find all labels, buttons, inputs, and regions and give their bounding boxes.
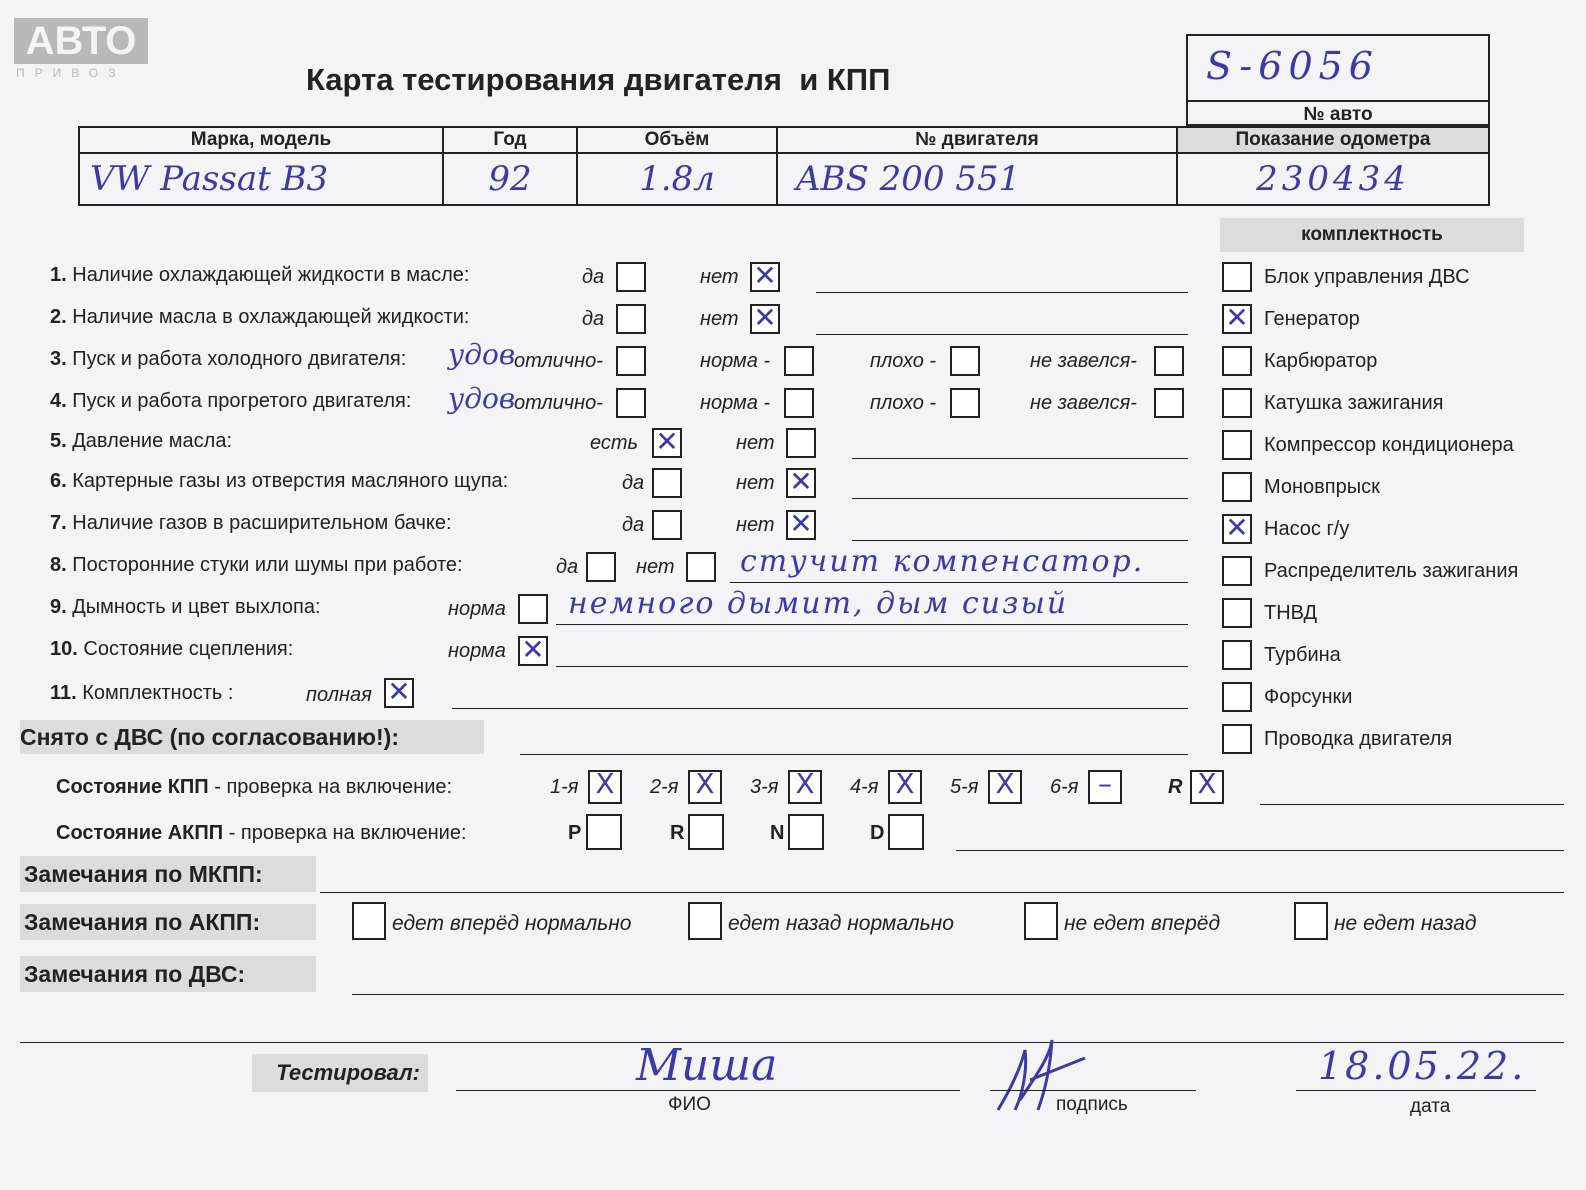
complect-title bbox=[1220, 218, 1524, 252]
q3-handwritten: удов bbox=[448, 338, 516, 371]
kpp-gear-2-checkbox[interactable] bbox=[688, 767, 722, 804]
opt-norma: норма bbox=[448, 598, 506, 620]
question-8 bbox=[50, 554, 463, 577]
opt-da: да bbox=[622, 514, 645, 536]
check-mark: ✕ bbox=[387, 675, 411, 708]
question-text: Наличие газов в расширительном бачке: bbox=[72, 512, 452, 534]
complect-label-7: Распределитель зажигания bbox=[1264, 560, 1519, 582]
akpp-back-ok-label: едет назад нормально bbox=[728, 912, 954, 935]
question-9 bbox=[50, 596, 321, 619]
q10-line bbox=[556, 666, 1188, 667]
check-mark: ✕ bbox=[789, 465, 813, 498]
kpp-gear-5-checkbox[interactable] bbox=[988, 767, 1022, 804]
vehicle-info-table bbox=[78, 126, 1490, 206]
opt-otlichno: отлично- bbox=[514, 392, 603, 414]
remarks-mkpp-text: Замечания по МКПП: bbox=[24, 861, 263, 887]
auto-number-label: № авто bbox=[1188, 100, 1488, 128]
check-mark: ✕ bbox=[789, 507, 813, 540]
q3-ploho-checkbox[interactable] bbox=[950, 346, 980, 376]
complect-label-0: Блок управления ДВС bbox=[1264, 266, 1470, 288]
kpp-label-rest: - проверка на включение: bbox=[208, 776, 453, 798]
opt-norma: норма - bbox=[700, 350, 771, 372]
q9-norma-checkbox[interactable] bbox=[518, 594, 548, 624]
complect-checkbox-0[interactable] bbox=[1222, 262, 1252, 292]
question-5 bbox=[50, 430, 232, 453]
auto-number-value: S-6056 bbox=[1206, 44, 1379, 88]
value-year: 92 bbox=[443, 153, 577, 205]
q1-line bbox=[816, 292, 1188, 293]
complect-title-text: комплектность bbox=[1301, 224, 1443, 245]
question-text: Наличие масла в охлаждающей жидкости: bbox=[72, 306, 470, 328]
question-num: 5. bbox=[50, 430, 67, 452]
akpp-mode-label: P bbox=[568, 822, 582, 844]
question-num: 8. bbox=[50, 554, 67, 576]
complect-label-4: Компрессор кондиционера bbox=[1264, 434, 1514, 456]
question-num: 9. bbox=[50, 596, 67, 618]
kpp-gear-3-checkbox[interactable] bbox=[788, 767, 822, 804]
akpp-mode-label: N bbox=[770, 822, 785, 844]
remarks-dvs-text: Замечания по ДВС: bbox=[24, 961, 246, 987]
col-model: Марка, модель bbox=[79, 127, 443, 153]
opt-da: да bbox=[622, 472, 645, 494]
value-model: VW Passat B3 bbox=[79, 153, 443, 205]
question-text: Картерные газы из отверстия масляного щупа: bbox=[72, 470, 509, 492]
q9-handwritten: немного дымит, дым сизый bbox=[568, 586, 1069, 621]
fio-line bbox=[456, 1090, 960, 1091]
kpp-gear-label: 4-я bbox=[850, 776, 879, 798]
akpp-no-back-checkbox[interactable] bbox=[1294, 902, 1328, 940]
tester-name-handwritten: Миша bbox=[636, 1040, 778, 1091]
question-text: Наличие охлаждающей жидкости в масле: bbox=[72, 264, 470, 286]
opt-da: да bbox=[582, 266, 605, 288]
q11-polnaya-checkbox[interactable] bbox=[384, 675, 414, 708]
removed-label bbox=[20, 720, 484, 754]
question-num: 11. bbox=[50, 682, 77, 704]
question-text: Пуск и работа холодного двигателя: bbox=[72, 348, 407, 370]
q3-ne-zavelsya-checkbox[interactable] bbox=[1154, 346, 1184, 376]
question-2 bbox=[50, 306, 470, 329]
question-text: Пуск и работа прогретого двигателя: bbox=[72, 390, 412, 412]
kpp-gear-label: 6-я bbox=[1050, 776, 1079, 798]
check-mark: X bbox=[795, 767, 815, 800]
akpp-label bbox=[56, 822, 467, 845]
q4-otlichno-checkbox[interactable] bbox=[616, 388, 646, 418]
q8-handwritten: стучит компенсатор. bbox=[740, 544, 1145, 579]
q3-otlichno-checkbox[interactable] bbox=[616, 346, 646, 376]
check-mark: X bbox=[695, 767, 715, 800]
removed-line bbox=[520, 754, 1188, 755]
opt-ploho: плохо - bbox=[870, 392, 937, 414]
akpp-label-rest: - проверка на включение: bbox=[223, 822, 467, 844]
opt-norma: норма - bbox=[700, 392, 771, 414]
dash-mark: – bbox=[1098, 767, 1112, 800]
kpp-label-bold: Состояние КПП bbox=[56, 776, 209, 798]
remarks-mkpp-line bbox=[320, 892, 1564, 893]
q2-net-checkbox[interactable] bbox=[750, 301, 780, 334]
kpp-label bbox=[56, 776, 452, 799]
logo-main-text: АВТО bbox=[25, 19, 137, 63]
question-num: 7. bbox=[50, 512, 67, 534]
date-label: дата bbox=[1410, 1096, 1451, 1117]
question-num: 4. bbox=[50, 390, 67, 412]
question-text: Состояние сцепления: bbox=[83, 638, 294, 660]
remarks-akpp-label bbox=[20, 904, 316, 940]
tested-by-text: Тестировал: bbox=[276, 1060, 420, 1085]
question-text: Посторонние стуки или шумы при работе: bbox=[72, 554, 463, 576]
akpp-mode-label: R bbox=[670, 822, 685, 844]
akpp-d-checkbox[interactable] bbox=[888, 814, 924, 850]
q1-net-checkbox[interactable] bbox=[750, 259, 780, 292]
fio-label: ФИО bbox=[668, 1094, 711, 1115]
q6-net-checkbox[interactable] bbox=[786, 465, 816, 498]
kpp-gear-label: 1-я bbox=[550, 776, 579, 798]
remarks-dvs-line-1 bbox=[352, 994, 1564, 995]
question-num: 2. bbox=[50, 306, 67, 328]
signature-line bbox=[990, 1090, 1196, 1091]
value-engine-no: ABS 200 551 bbox=[777, 153, 1177, 205]
remarks-mkpp-label bbox=[20, 856, 316, 892]
q2-da-checkbox[interactable] bbox=[616, 304, 646, 334]
complect-checkbox-8[interactable] bbox=[1222, 598, 1252, 628]
complect-checkbox-1[interactable] bbox=[1222, 301, 1252, 334]
check-mark: ✕ bbox=[753, 259, 777, 292]
date-handwritten: 18.05.22. bbox=[1318, 1044, 1527, 1088]
q1-da-checkbox[interactable] bbox=[616, 262, 646, 292]
akpp-no-forward-label: не едет вперёд bbox=[1064, 912, 1221, 935]
complect-checkbox-5[interactable] bbox=[1222, 472, 1252, 502]
q4-norma-checkbox[interactable] bbox=[784, 388, 814, 418]
check-mark: ✕ bbox=[655, 425, 679, 458]
opt-net: нет bbox=[736, 432, 775, 454]
opt-net: нет bbox=[736, 472, 775, 494]
q5-line bbox=[852, 458, 1188, 459]
akpp-back-ok-checkbox[interactable] bbox=[688, 902, 722, 940]
complect-checkbox-3[interactable] bbox=[1222, 388, 1252, 418]
q3-norma-checkbox[interactable] bbox=[784, 346, 814, 376]
check-mark: ✕ bbox=[1225, 301, 1249, 334]
q4-handwritten: удов bbox=[448, 382, 516, 415]
opt-ne-zavelsya: не завелся- bbox=[1030, 392, 1137, 414]
complect-label-8: ТНВД bbox=[1264, 602, 1318, 624]
q11-line bbox=[452, 708, 1188, 709]
complect-checkbox-11[interactable] bbox=[1222, 724, 1252, 754]
q7-net-checkbox[interactable] bbox=[786, 507, 816, 540]
value-volume: 1.8л bbox=[577, 153, 777, 205]
complect-label-9: Турбина bbox=[1264, 644, 1341, 666]
q9-line bbox=[556, 624, 1188, 625]
question-num: 3. bbox=[50, 348, 67, 370]
akpp-line bbox=[956, 850, 1564, 851]
question-10 bbox=[50, 638, 293, 661]
q7-line bbox=[852, 540, 1188, 541]
opt-net: нет bbox=[636, 556, 675, 578]
question-text: Давление масла: bbox=[72, 430, 232, 452]
complect-label-2: Карбюратор bbox=[1264, 350, 1378, 372]
q4-ploho-checkbox[interactable] bbox=[950, 388, 980, 418]
question-num: 10. bbox=[50, 638, 78, 660]
complect-checkbox-7[interactable] bbox=[1222, 556, 1252, 586]
q4-ne-zavelsya-checkbox[interactable] bbox=[1154, 388, 1184, 418]
kpp-gear-label: 5-я bbox=[950, 776, 979, 798]
kpp-gear-4-checkbox[interactable] bbox=[888, 767, 922, 804]
q2-line bbox=[816, 334, 1188, 335]
q6-line bbox=[852, 498, 1188, 499]
check-mark: X bbox=[1197, 767, 1217, 800]
akpp-forward-ok-label: едет вперёд нормально bbox=[392, 912, 632, 935]
kpp-gear-r-checkbox[interactable] bbox=[1190, 767, 1224, 804]
q5-est-checkbox[interactable] bbox=[652, 425, 682, 458]
akpp-label-bold: Состояние АКПП bbox=[56, 822, 224, 844]
akpp-n-checkbox[interactable] bbox=[788, 814, 824, 850]
removed-label-text: Снято с ДВС (по согласованию!): bbox=[20, 724, 399, 750]
q10-norma-checkbox[interactable] bbox=[518, 633, 548, 666]
question-1 bbox=[50, 264, 470, 287]
q8-net-checkbox[interactable] bbox=[686, 552, 716, 582]
complect-label-6: Насос г/у bbox=[1264, 518, 1350, 540]
kpp-gear-1-checkbox[interactable] bbox=[588, 767, 622, 804]
value-odometer: 230434 bbox=[1177, 153, 1489, 205]
complect-label-1: Генератор bbox=[1264, 308, 1360, 330]
akpp-no-forward-checkbox[interactable] bbox=[1024, 902, 1058, 940]
question-7 bbox=[50, 512, 452, 535]
question-4 bbox=[50, 390, 411, 413]
complect-checkbox-2[interactable] bbox=[1222, 346, 1252, 376]
opt-da: да bbox=[582, 308, 605, 330]
check-mark: X bbox=[595, 767, 615, 800]
opt-polnaya: полная bbox=[306, 684, 372, 706]
remarks-dvs-label bbox=[20, 956, 316, 992]
q6-da-checkbox[interactable] bbox=[652, 468, 682, 498]
q5-net-checkbox[interactable] bbox=[786, 428, 816, 458]
question-11 bbox=[50, 682, 233, 705]
complect-label-5: Моновпрыск bbox=[1264, 476, 1380, 498]
opt-net: нет bbox=[736, 514, 775, 536]
logo-sub-text: ПРИВОЗ bbox=[16, 66, 126, 80]
tested-by-label bbox=[252, 1054, 428, 1092]
opt-net: нет bbox=[700, 308, 739, 330]
complect-checkbox-9[interactable] bbox=[1222, 640, 1252, 670]
kpp-gear-label: 3-я bbox=[750, 776, 779, 798]
col-year: Год bbox=[443, 127, 577, 153]
opt-ne-zavelsya: не завелся- bbox=[1030, 350, 1137, 372]
question-text: Комплектность : bbox=[82, 682, 234, 704]
question-3 bbox=[50, 348, 406, 371]
auto-number-box bbox=[1186, 34, 1490, 126]
opt-otlichno: отлично- bbox=[514, 350, 603, 372]
date-line bbox=[1296, 1090, 1536, 1091]
col-volume: Объём bbox=[577, 127, 777, 153]
opt-est: есть bbox=[590, 432, 639, 454]
check-mark: ✕ bbox=[1225, 511, 1249, 544]
page-title: Карта тестирования двигателя и КПП bbox=[306, 62, 891, 97]
opt-da: да bbox=[556, 556, 579, 578]
q8-line bbox=[730, 582, 1188, 583]
check-mark: X bbox=[995, 767, 1015, 800]
akpp-p-checkbox[interactable] bbox=[586, 814, 622, 850]
remarks-akpp-text: Замечания по АКПП: bbox=[24, 909, 261, 935]
q7-da-checkbox[interactable] bbox=[652, 510, 682, 540]
akpp-mode-label: D bbox=[870, 822, 885, 844]
akpp-forward-ok-checkbox[interactable] bbox=[352, 902, 386, 940]
akpp-r-checkbox[interactable] bbox=[688, 814, 724, 850]
question-num: 1. bbox=[50, 264, 67, 286]
col-odometer: Показание одометра bbox=[1177, 127, 1489, 153]
complect-label-3: Катушка зажигания bbox=[1264, 392, 1444, 414]
check-mark: ✕ bbox=[753, 301, 777, 334]
signature-label: подпись bbox=[1056, 1094, 1128, 1115]
opt-ploho: плохо - bbox=[870, 350, 937, 372]
question-num: 6. bbox=[50, 470, 67, 492]
kpp-gear-label: 2-я bbox=[650, 776, 679, 798]
complect-checkbox-6[interactable] bbox=[1222, 511, 1252, 544]
complect-label-10: Форсунки bbox=[1264, 686, 1353, 708]
kpp-gear-label: R bbox=[1168, 776, 1183, 798]
avto-privoz-logo bbox=[14, 18, 148, 64]
q8-da-checkbox[interactable] bbox=[586, 552, 616, 582]
opt-norma: норма bbox=[448, 640, 506, 662]
col-engine-no: № двигателя bbox=[777, 127, 1177, 153]
check-mark: ✕ bbox=[521, 633, 545, 666]
complect-checkbox-4[interactable] bbox=[1222, 430, 1252, 460]
kpp-line bbox=[1260, 804, 1564, 805]
opt-net: нет bbox=[700, 266, 739, 288]
remarks-dvs-line-2 bbox=[20, 1042, 1564, 1043]
kpp-gear-6-checkbox[interactable] bbox=[1088, 767, 1122, 804]
complect-label-11: Проводка двигателя bbox=[1264, 728, 1453, 750]
question-6 bbox=[50, 470, 508, 493]
check-mark: X bbox=[895, 767, 915, 800]
question-text: Дымность и цвет выхлопа: bbox=[72, 596, 321, 618]
akpp-no-back-label: не едет назад bbox=[1334, 912, 1477, 935]
complect-checkbox-10[interactable] bbox=[1222, 682, 1252, 712]
